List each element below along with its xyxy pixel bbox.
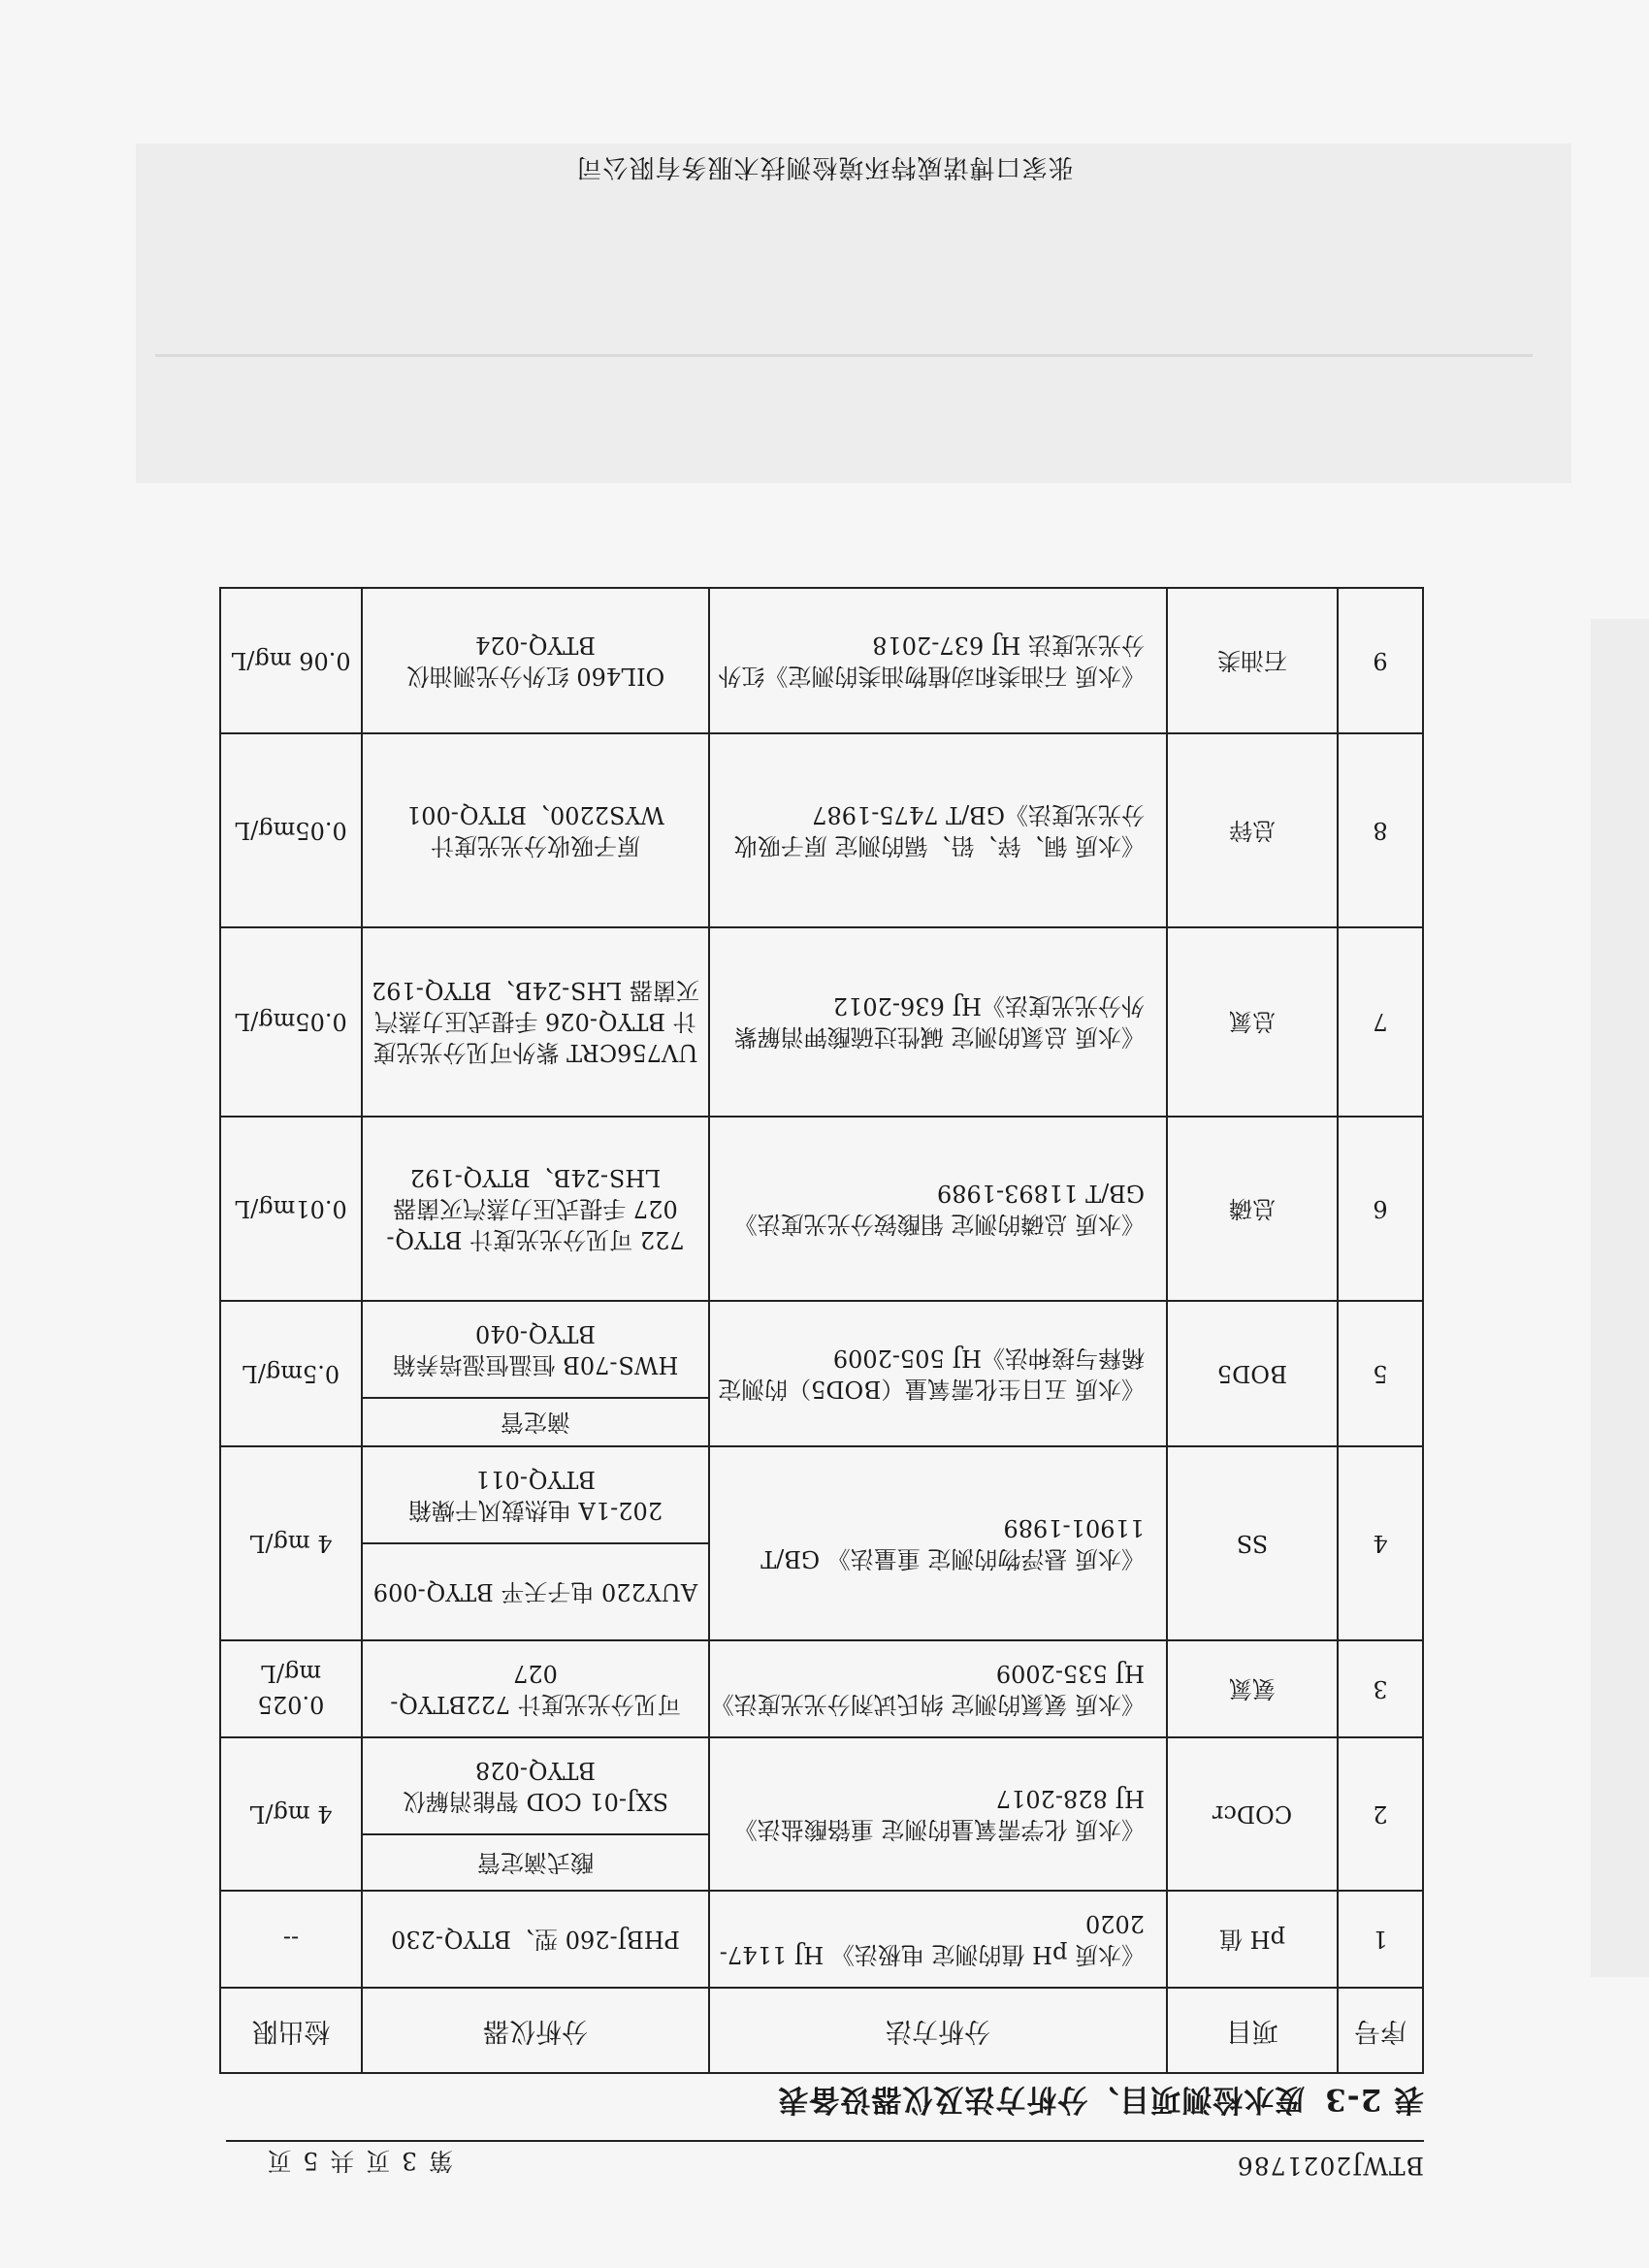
cell-instrument: OIL460 红外分光测油仪 BTYQ-024: [362, 588, 709, 733]
show-through-lines: [155, 102, 1533, 357]
table-row: [220, 1834, 1423, 1891]
cell-instrument: HWS-70B 恒温恒湿培养箱 BTYQ-040: [362, 1301, 709, 1398]
col-header-instrument: 分析仪器: [362, 1988, 709, 2073]
table-title-text: 废水检测项目、分析方法及仪器设备表: [777, 2082, 1306, 2117]
table-title: [777, 2081, 1424, 2124]
cell-method: 《水质 化学需氧量的测定 重铬酸盐法》HJ 828-2017: [709, 1737, 1167, 1891]
report-number: BTWJ2021786: [1236, 2152, 1424, 2180]
cell-item: 氨氮: [1167, 1640, 1338, 1737]
cell-item: SS: [1167, 1446, 1338, 1640]
cell-limit: 0.05mg/L: [220, 733, 362, 927]
col-header-item: 项目: [1167, 1988, 1338, 2073]
table-code: 表 2-3: [1324, 2082, 1424, 2117]
table-row: [220, 1543, 1423, 1640]
cell-item: pH 值: [1167, 1891, 1338, 1988]
table-row: [220, 588, 1423, 733]
col-header-no: 序号: [1338, 1988, 1423, 2073]
cell-instrument: SXJ-01 COD 智能消解仪 BTYQ-028: [362, 1737, 709, 1834]
cell-item: 总锌: [1167, 733, 1338, 927]
col-header-limit: 检出限: [220, 1988, 362, 2073]
table-row: [220, 1117, 1423, 1301]
cell-limit: 0.025 mg/L: [220, 1640, 362, 1737]
cell-limit: --: [220, 1891, 362, 1988]
cell-instrument: PHBJ-260 型、BTYQ-230: [362, 1891, 709, 1988]
cell-no: 1: [1338, 1891, 1423, 1988]
cell-item: 总磷: [1167, 1117, 1338, 1301]
cell-method: 《水质 五日生化需氧量（BOD5）的测定 稀释与接种法》HJ 505-2009: [709, 1301, 1167, 1446]
cell-no: 4: [1338, 1446, 1423, 1640]
company-footer: 张家口博诺威特环境检测技术服务有限公司: [575, 152, 1074, 181]
table-row: [220, 733, 1423, 927]
table-row: [220, 1640, 1423, 1737]
cell-limit: 0.5mg/L: [220, 1301, 362, 1446]
cell-limit: 0.01mg/L: [220, 1117, 362, 1301]
cell-method: 《水质 总磷的测定 钼酸铵分光光度法》GB/T 11893-1989: [709, 1117, 1167, 1301]
cell-method: 《水质 石油类和动植物油类的测定》红外分光光度法 HJ 637-2018: [709, 588, 1167, 733]
cell-no: 2: [1338, 1737, 1423, 1891]
cell-method: 《水质 悬浮物的测定 重量法》 GB/T 11901-1989: [709, 1446, 1167, 1640]
cell-item: BOD5: [1167, 1301, 1338, 1446]
cell-instrument: 滴定管: [362, 1398, 709, 1446]
cell-instrument: 可见分光光度计 722BTYQ-027: [362, 1640, 709, 1737]
cell-item: CODcr: [1167, 1737, 1338, 1891]
cell-limit: 0.06 mg/L: [220, 588, 362, 733]
cell-instrument: AUY220 电子天平 BTYQ-009: [362, 1543, 709, 1640]
cell-no: 3: [1338, 1640, 1423, 1737]
cell-no: 9: [1338, 588, 1423, 733]
table-row: [220, 1398, 1423, 1446]
cell-no: 5: [1338, 1301, 1423, 1446]
cell-limit: 4 mg/L: [220, 1737, 362, 1891]
cell-instrument: UV756CRT 紫外可见分光光度计 BTYQ-026 手提式压力蒸汽灭菌器 LHS-24B、BTYQ-192: [362, 927, 709, 1117]
analysis-table-container: [221, 587, 1424, 2074]
table-header-row: [220, 1988, 1423, 2073]
show-through-edge: [1591, 619, 1649, 1977]
cell-limit: 0.05mg/L: [220, 927, 362, 1117]
cell-no: 7: [1338, 927, 1423, 1117]
table-row: [220, 927, 1423, 1117]
header-rule: [226, 2140, 1424, 2142]
cell-instrument: 原子吸收分光光度计 WYS2200、BTYQ-001: [362, 733, 709, 927]
page-info: 第 3 页 共 5 页: [265, 2147, 453, 2175]
cell-item: 总氮: [1167, 927, 1338, 1117]
cell-no: 6: [1338, 1117, 1423, 1301]
cell-instrument: 酸式滴定管: [362, 1834, 709, 1891]
cell-method: 《水质 铜、锌、铅、镉的测定 原子吸收分光光度法》GB/T 7475-1987: [709, 733, 1167, 927]
col-header-method: 分析方法: [709, 1988, 1167, 2073]
cell-no: 8: [1338, 733, 1423, 927]
table-row: [220, 1891, 1423, 1988]
analysis-table: [219, 587, 1424, 2074]
cell-instrument: 202-1A 电热鼓风干燥箱 BTYQ-011: [362, 1446, 709, 1543]
cell-instrument: 722 可见分光光度计 BTYQ-027 手提式压力蒸汽灭菌器 LHS-24B、BTYQ-192: [362, 1117, 709, 1301]
cell-method: 《水质 总氮的测定 碱性过硫酸钾消解紫外分光光度法》HJ 636-2012: [709, 927, 1167, 1117]
cell-item: 石油类: [1167, 588, 1338, 733]
cell-limit: 4 mg/L: [220, 1446, 362, 1640]
cell-method: 《水质 pH 值的测定 电极法》 HJ 1147-2020: [709, 1891, 1167, 1988]
cell-method: 《水质 氨氮的测定 纳氏试剂分光光度法》HJ 535-2009: [709, 1640, 1167, 1737]
